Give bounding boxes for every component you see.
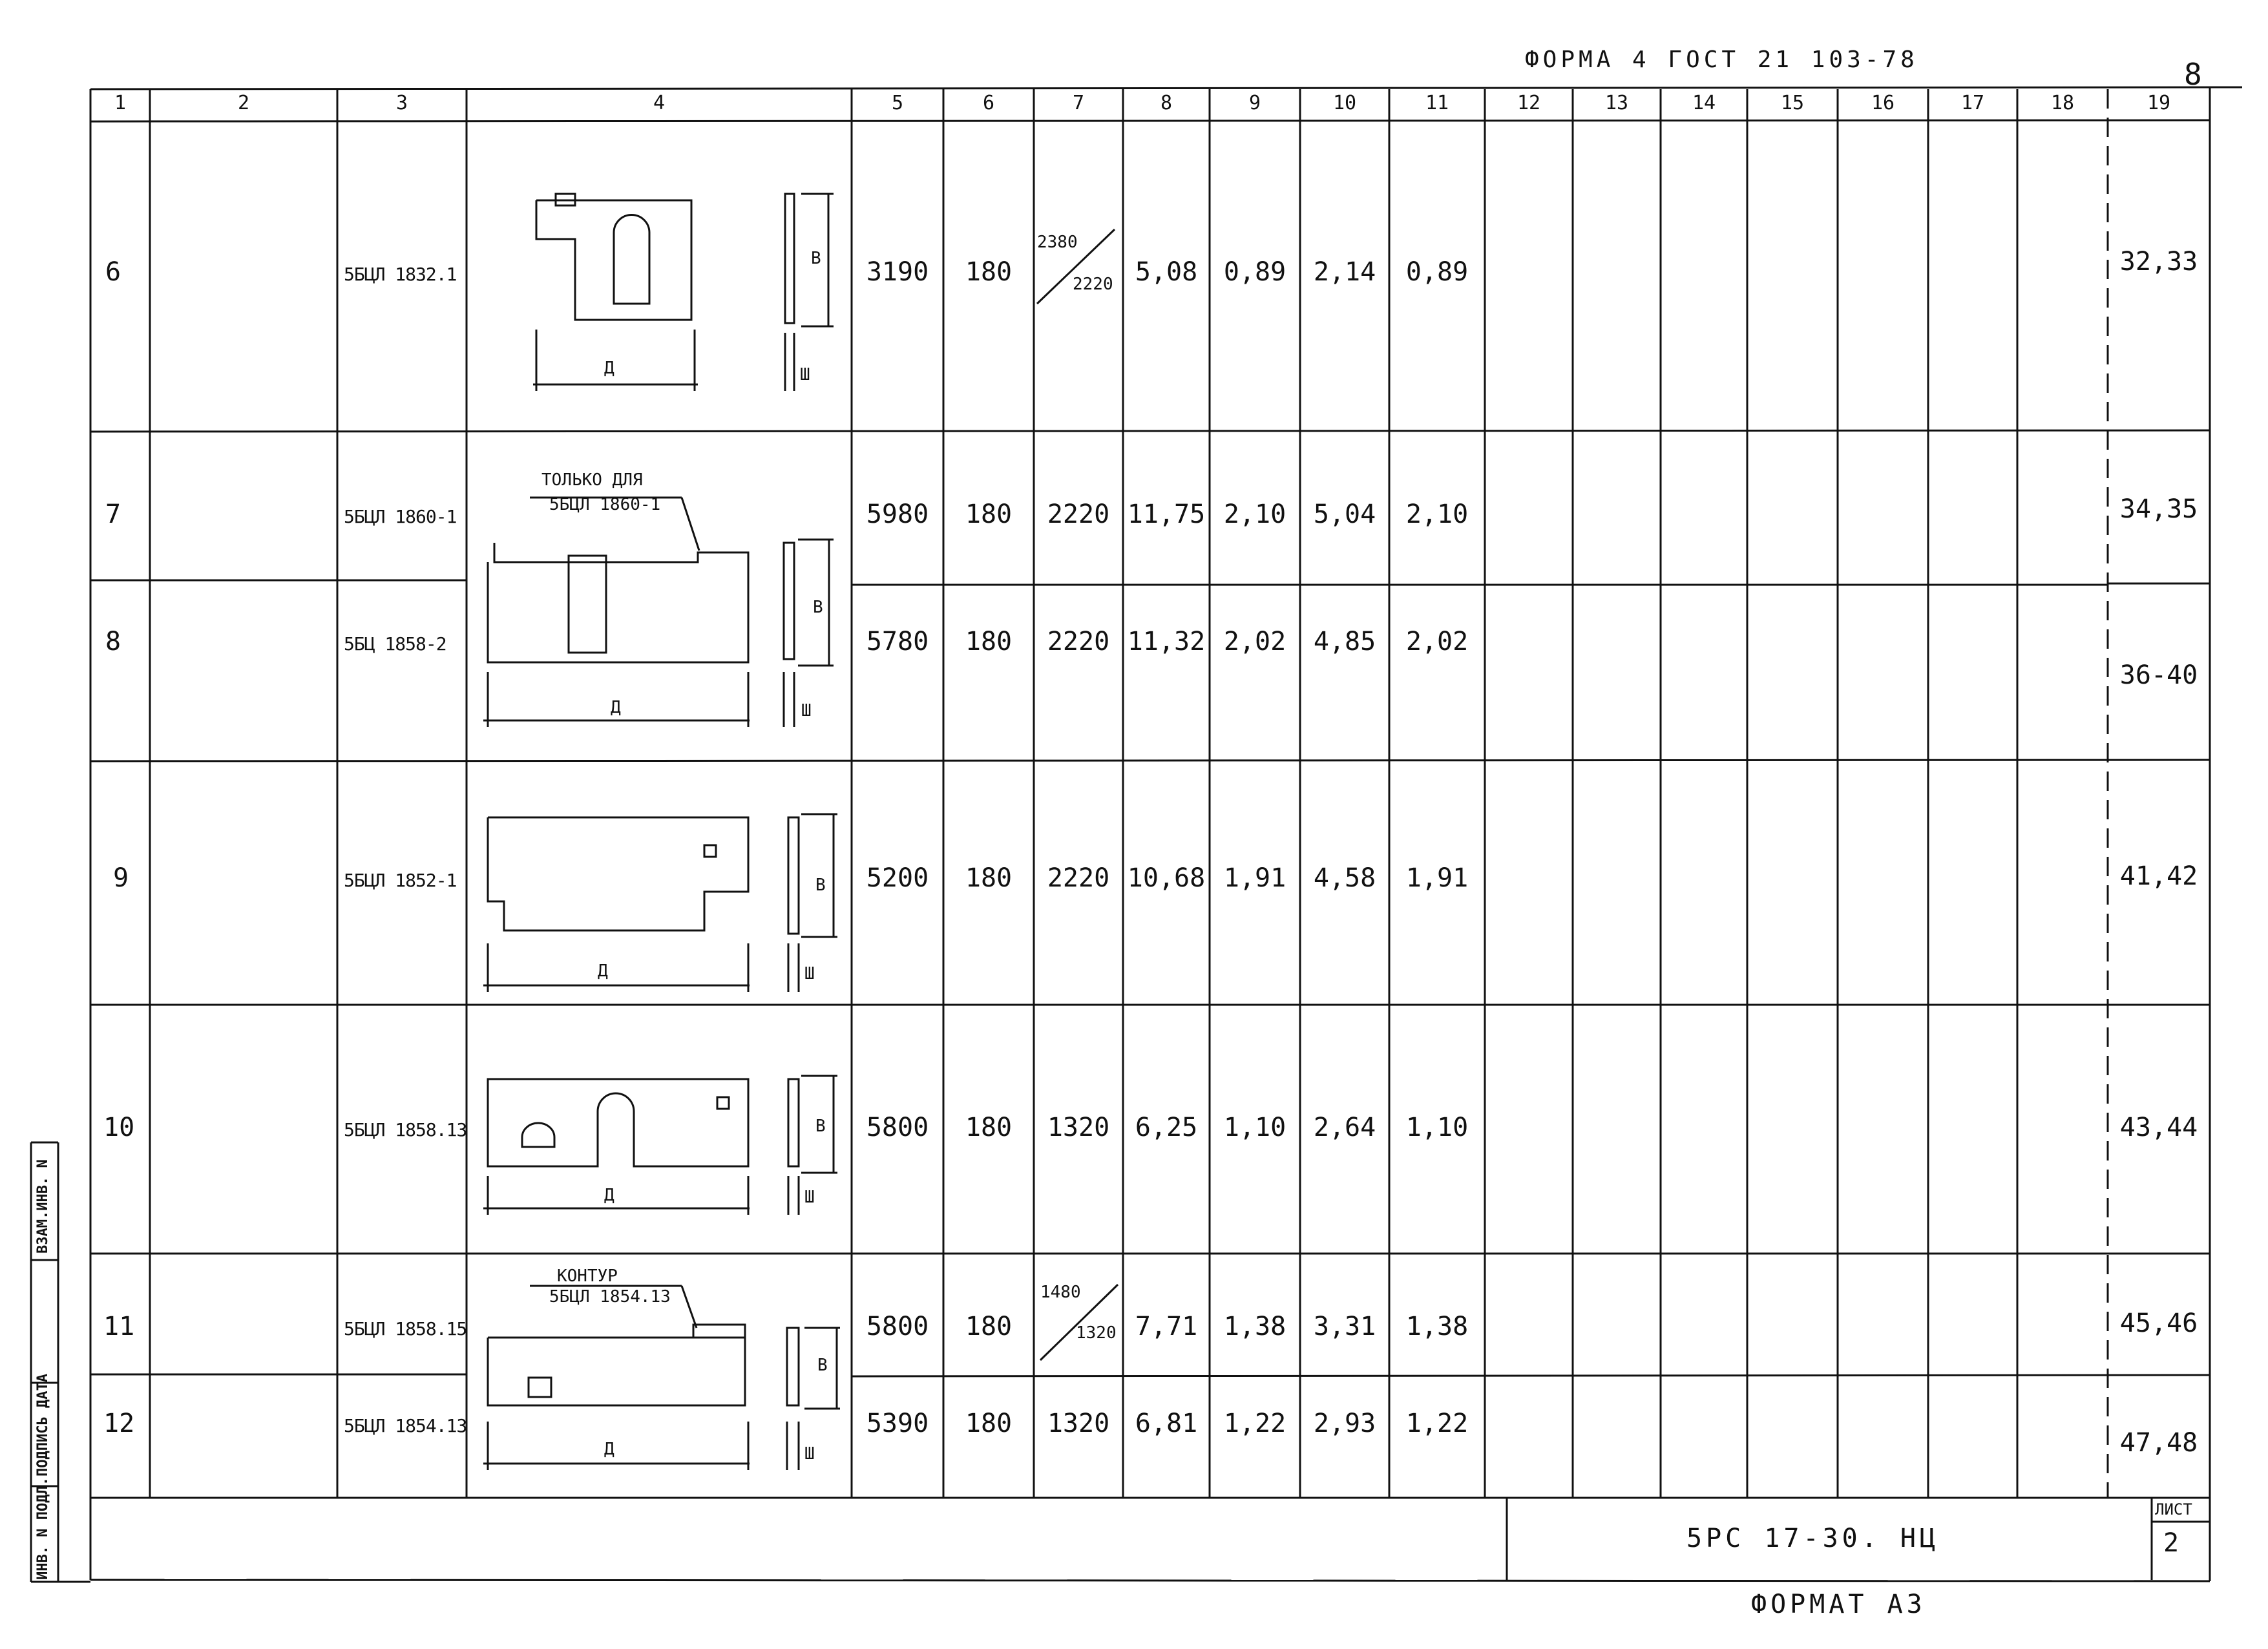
note-contour: КОНТУР	[557, 1266, 618, 1286]
cell-c10: 2,93	[1313, 1409, 1376, 1438]
cell-c8: 6,81	[1135, 1409, 1198, 1438]
col-header-17: 17	[1960, 92, 1985, 114]
cell-c8: 7,71	[1135, 1312, 1198, 1341]
cell-width: 180	[965, 499, 1013, 529]
cell-c10: 2,14	[1313, 257, 1376, 287]
cell-c11: 2,10	[1405, 499, 1469, 529]
cell-width: 180	[965, 1312, 1013, 1341]
row-number: 6	[105, 257, 121, 287]
dim-length: Д	[604, 359, 614, 378]
note-contour-code: 5БЦЛ 1854.13	[549, 1287, 671, 1307]
block-code: 5БЦЛ 1858.15	[344, 1318, 467, 1339]
sheet-label: ЛИСТ	[2155, 1500, 2192, 1518]
cell-c8: 11,32	[1127, 627, 1206, 656]
col-header-18: 18	[2050, 92, 2075, 114]
stamp-inv-original: ИНВ. N ПОДЛ.	[35, 1477, 51, 1580]
cell-c9: 1,22	[1223, 1409, 1286, 1438]
cell-sheet: 45,46	[2119, 1308, 2198, 1338]
cell-c11: 1,38	[1405, 1312, 1469, 1341]
dim-length: Д	[604, 1186, 614, 1205]
dim-height: В	[813, 598, 823, 617]
row-number: 9	[113, 863, 129, 893]
dim-thickness: Ш	[800, 365, 810, 384]
row-number: 10	[103, 1113, 135, 1142]
cell-sheet: 32,33	[2119, 247, 2198, 277]
cell-sheet: 47,48	[2119, 1428, 2198, 1458]
cell-sheet: 34,35	[2119, 494, 2198, 524]
dim-length: Д	[598, 961, 608, 981]
cell-length: 5200	[866, 863, 929, 893]
sheet-top-number: 8	[2184, 57, 2206, 92]
cell-c8: 10,68	[1127, 863, 1206, 893]
col-header-14: 14	[1692, 92, 1716, 114]
cell-c9: 1,38	[1223, 1312, 1286, 1341]
cell-height: 1320	[1047, 1113, 1110, 1142]
col-header-5: 5	[891, 92, 904, 114]
cell-c9: 1,91	[1223, 863, 1286, 893]
row-number: 8	[105, 627, 121, 656]
cell-c11: 2,02	[1405, 627, 1469, 656]
cell-c8: 6,25	[1135, 1113, 1198, 1142]
cell-length: 5800	[866, 1113, 929, 1142]
col-header-15: 15	[1780, 92, 1805, 114]
cell-height: 1320	[1047, 1409, 1110, 1438]
document-code: 5РС 17-30. НЦ	[1686, 1524, 1940, 1553]
dim-height: В	[817, 1356, 828, 1375]
col-header-19: 19	[2147, 92, 2171, 114]
cell-height-bottom: 1320	[1076, 1323, 1117, 1343]
cell-width: 180	[965, 1113, 1013, 1142]
col-header-10: 10	[1332, 92, 1357, 114]
dim-length: Д	[611, 698, 621, 717]
cell-c10: 2,64	[1313, 1113, 1376, 1142]
form-label: ФОРМА 4 ГОСТ 21 103-78	[1525, 47, 1918, 73]
cell-length: 5800	[866, 1312, 929, 1341]
cell-width: 180	[965, 627, 1013, 656]
cell-c11: 1,22	[1405, 1409, 1469, 1438]
cell-width: 180	[965, 257, 1013, 287]
cell-c9: 1,10	[1223, 1113, 1286, 1142]
col-header-1: 1	[114, 92, 127, 114]
cell-length: 5390	[866, 1409, 929, 1438]
cell-c9: 2,10	[1223, 499, 1286, 529]
block-drawing-6	[533, 194, 834, 391]
row-number: 7	[105, 499, 121, 529]
cell-width: 180	[965, 1409, 1013, 1438]
col-header-9: 9	[1248, 92, 1261, 114]
dim-height: В	[815, 1117, 826, 1136]
cell-c8: 5,08	[1135, 257, 1198, 287]
cell-c10: 4,85	[1313, 627, 1376, 656]
cell-height-top: 2380	[1037, 233, 1078, 252]
col-header-2: 2	[237, 92, 250, 114]
cell-c11: 0,89	[1405, 257, 1469, 287]
note-only-for-code: 5БЦЛ 1860-1	[549, 495, 661, 514]
dim-thickness: Ш	[804, 1444, 815, 1464]
cell-sheet: 41,42	[2119, 861, 2198, 891]
col-header-16: 16	[1871, 92, 1895, 114]
cell-c10: 3,31	[1313, 1312, 1376, 1341]
stamp-signature-date: ПОДПИСЬ ДАТА	[35, 1374, 51, 1476]
cell-height: 2220	[1047, 627, 1110, 656]
cell-length: 3190	[866, 257, 929, 287]
col-header-13: 13	[1604, 92, 1629, 114]
block-code: 5БЦЛ 1854.13	[344, 1415, 467, 1436]
note-only-for: ТОЛЬКО ДЛЯ	[541, 470, 643, 490]
block-drawing-7-8	[483, 498, 834, 727]
dim-thickness: Ш	[801, 701, 812, 720]
cell-c10: 4,58	[1313, 863, 1376, 893]
cell-c9: 2,02	[1223, 627, 1286, 656]
block-code: 5БЦЛ 1860-1	[344, 506, 457, 527]
cell-c10: 5,04	[1313, 499, 1376, 529]
paper-format: ФОРМАТ А3	[1751, 1590, 1926, 1619]
dim-length: Д	[604, 1440, 614, 1459]
cell-c11: 1,10	[1405, 1113, 1469, 1142]
cell-length: 5980	[866, 499, 929, 529]
col-header-7: 7	[1072, 92, 1085, 114]
cell-width: 180	[965, 863, 1013, 893]
block-code: 5БЦЛ 1852-1	[344, 870, 457, 891]
block-drawing-10	[483, 1076, 837, 1215]
col-header-12: 12	[1517, 92, 1541, 114]
cell-height-bottom: 2220	[1073, 275, 1113, 294]
block-code: 5БЦ 1858-2	[344, 633, 446, 655]
cell-length: 5780	[866, 627, 929, 656]
cell-c11: 1,91	[1405, 863, 1469, 893]
dim-thickness: Ш	[804, 1188, 815, 1207]
cell-sheet: 36-40	[2119, 660, 2198, 690]
sheet-number: 2	[2163, 1528, 2179, 1558]
dim-height: В	[815, 876, 826, 895]
cell-height: 2220	[1047, 863, 1110, 893]
cell-height: 2220	[1047, 499, 1110, 529]
col-header-3: 3	[395, 92, 408, 114]
cell-sheet: 43,44	[2119, 1113, 2198, 1142]
col-header-11: 11	[1425, 92, 1449, 114]
row-number: 11	[103, 1312, 135, 1341]
dim-height: В	[811, 249, 821, 268]
col-header-4: 4	[653, 92, 666, 114]
cell-c9: 0,89	[1223, 257, 1286, 287]
block-code: 5БЦЛ 1832.1	[344, 264, 457, 285]
col-header-6: 6	[982, 92, 995, 114]
stamp-replaced-inv: ВЗАМ.ИНВ. N	[35, 1159, 51, 1254]
block-drawing-9	[483, 814, 837, 992]
col-header-8: 8	[1160, 92, 1173, 114]
block-drawing-11-12	[483, 1286, 840, 1470]
cell-height-top: 1480	[1040, 1283, 1081, 1302]
block-code: 5БЦЛ 1858.13	[344, 1119, 467, 1140]
row-number: 12	[103, 1409, 135, 1438]
cell-c8: 11,75	[1127, 499, 1206, 529]
dim-thickness: Ш	[804, 964, 815, 983]
